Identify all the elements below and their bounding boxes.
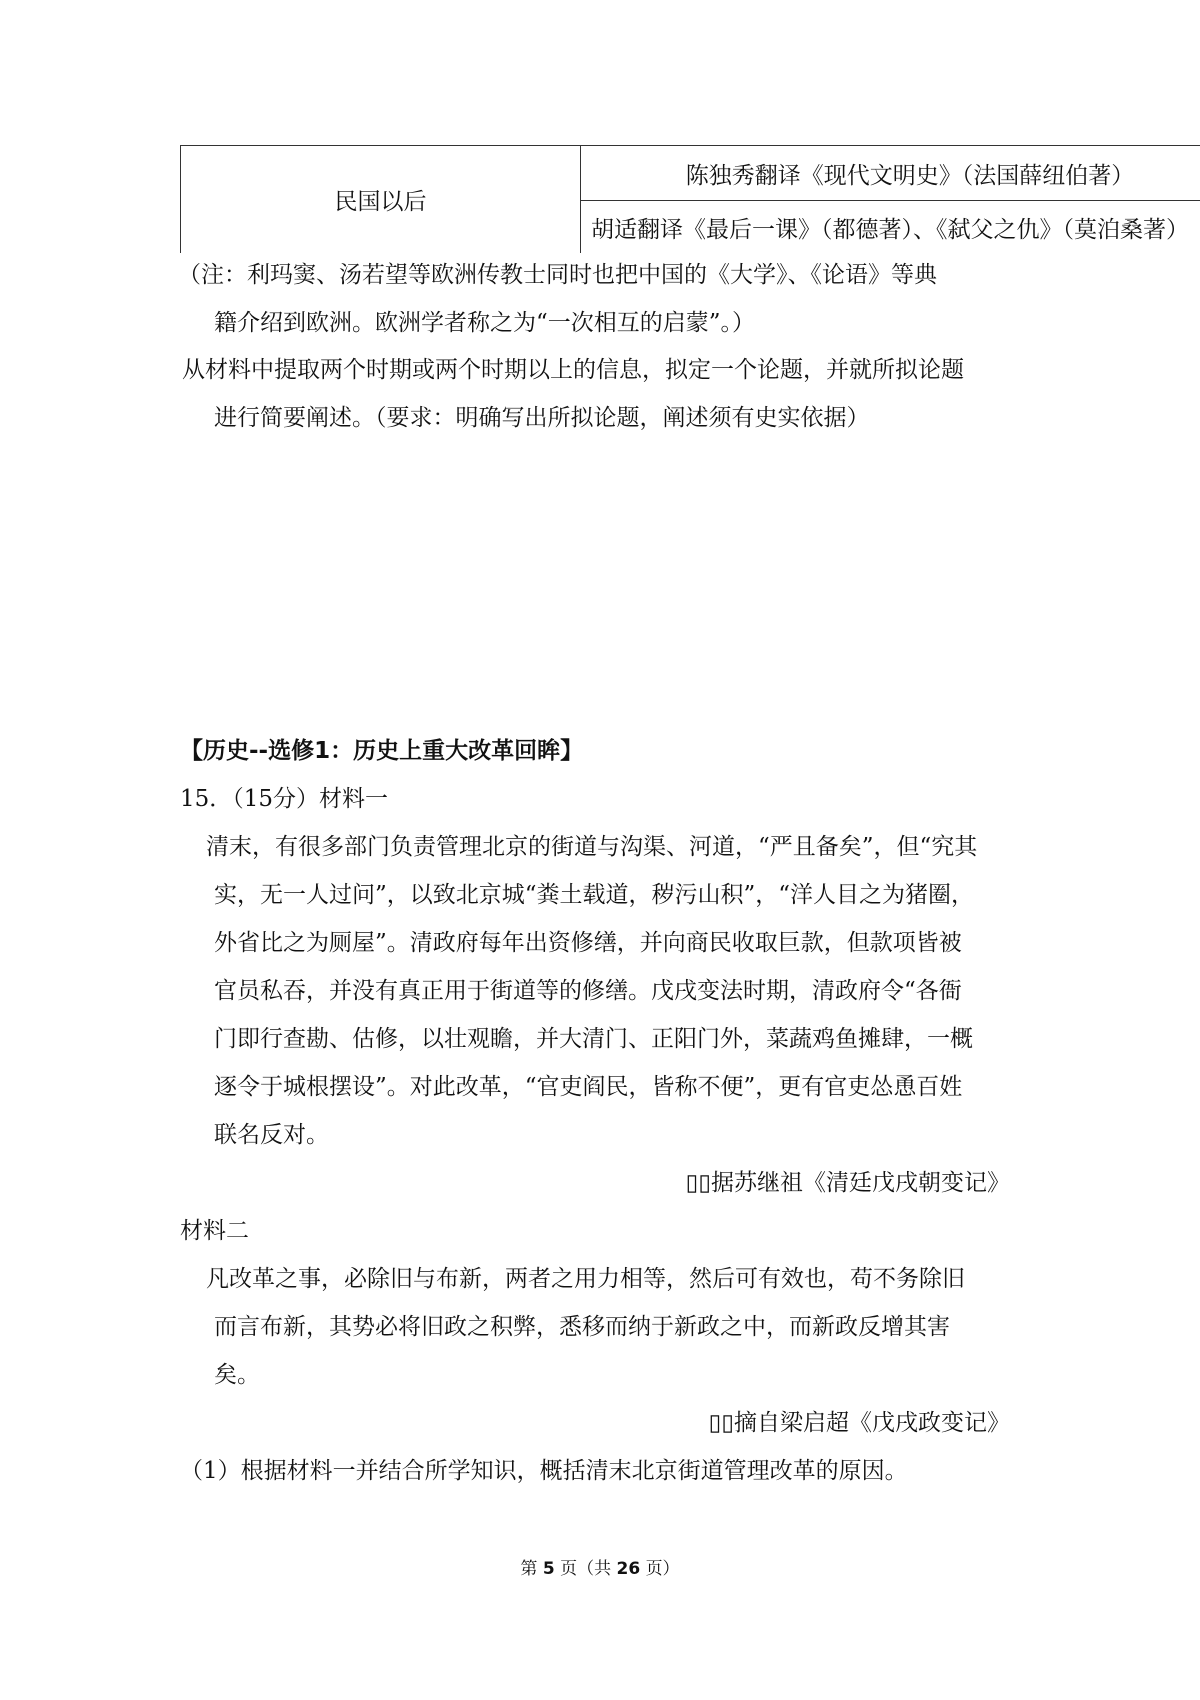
footer-prefix: 第	[520, 1559, 538, 1579]
footer-suffix: 页）	[645, 1559, 680, 1579]
material1-line: 联名反对。	[214, 1122, 329, 1148]
note-line-1: （注：利玛窦、汤若望等欧洲传教士同时也把中国的《大学》、《论语》等典	[178, 262, 937, 288]
material1-line: 逐令于城根摆设”。对此改革，“官吏阎民，皆称不便”，更有官吏怂恿百姓	[214, 1074, 963, 1100]
period-table-wrapper	[180, 145, 1200, 253]
material1-line: 实，无一人过问”，以致北京城“粪土载道，秽污山积”，“洋人目之为猪圈，	[214, 882, 975, 908]
task-line-1: 从材料中提取两个时期或两个时期以上的信息，拟定一个论题，并就所拟论题	[182, 357, 964, 383]
page-footer	[0, 1554, 1200, 1579]
table-row	[181, 146, 1200, 201]
note-line-2: 籍介绍到欧洲。欧洲学者称之为“一次相互的启蒙”。）	[214, 310, 756, 336]
footer-total-pages: 26	[616, 1559, 641, 1579]
material1-line: 外省比之为厕屋”。清政府每年出资修缮，并向商民收取巨款，但款项皆被	[214, 930, 962, 956]
material2-source: ▯▯摘自梁启超《戊戌政变记》	[708, 1410, 1010, 1436]
material2-line: 凡改革之事，必除旧与布新，两者之用力相等，然后可有效也，苟不务除旧	[206, 1266, 965, 1292]
material2-line: 而言布新，其势必将旧政之积弊，悉移而纳于新政之中，而新政反增其害	[214, 1314, 950, 1340]
material2-line: 矣。	[214, 1362, 260, 1388]
section-heading: 【历史--选修1：历史上重大改革回眸】	[180, 738, 584, 764]
footer-page-number: 5	[542, 1559, 555, 1579]
translation-cell-1: 陈独秀翻译《现代文明史》（法国薛纽伯著）	[581, 146, 1200, 201]
material2-label: 材料二	[180, 1218, 249, 1244]
translation-cell-2: 胡适翻译《最后一课》（都德著）、《弑父之仇》（莫泊桑著）	[581, 201, 1200, 254]
material1-line: 官员私吞，并没有真正用于街道等的修缮。戊戌变法时期，清政府令“各衙	[214, 978, 962, 1004]
sub-question-1: （1）根据材料一并结合所学知识，概括清末北京街道管理改革的原因。	[180, 1458, 908, 1484]
period-table	[180, 145, 1200, 253]
footer-middle: 页（共	[560, 1559, 612, 1579]
question-15-header: 15．（15分）材料一	[180, 786, 389, 812]
material1-line: 门即行查勘、估修，以壮观瞻，并大清门、正阳门外，菜蔬鸡鱼摊肆，一概	[214, 1026, 973, 1052]
task-line-2: 进行简要阐述。（要求：明确写出所拟论题，阐述须有史实依据）	[214, 405, 870, 431]
material1-source: ▯▯据苏继祖《清廷戊戌朝变记》	[685, 1170, 1010, 1196]
period-cell: 民国以后	[181, 146, 581, 254]
material1-line: 清末，有很多部门负责管理北京的街道与沟渠、河道，“严且备矣”，但“究其	[206, 834, 978, 860]
